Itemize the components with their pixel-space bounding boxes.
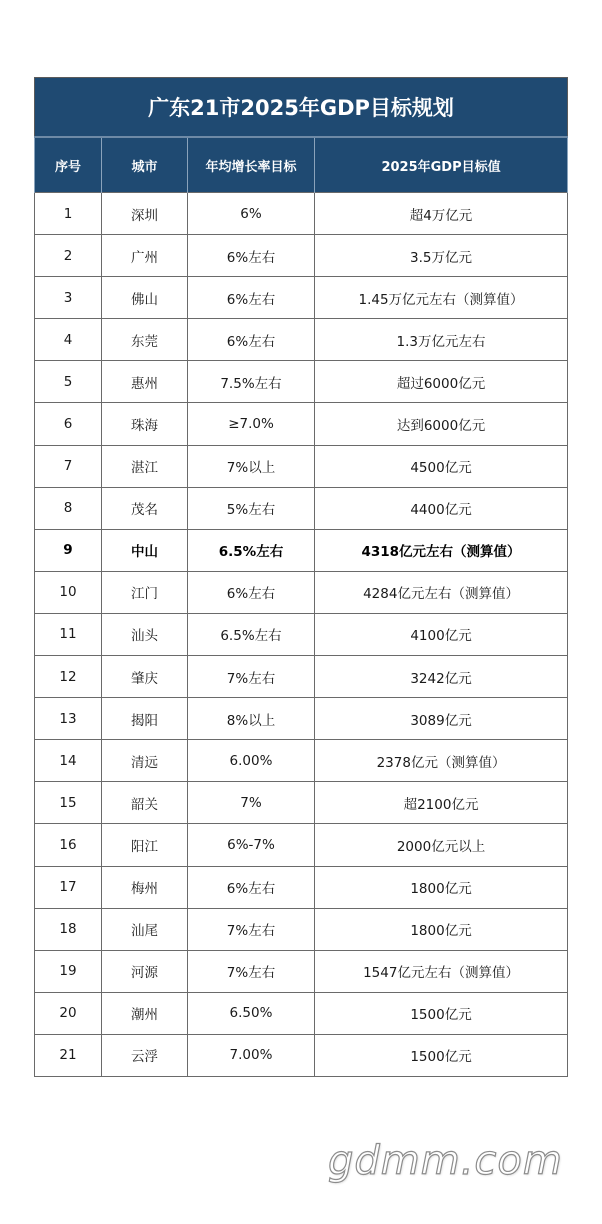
table-row	[35, 487, 568, 529]
cell-index: 13	[35, 698, 102, 740]
cell-growth-rate: 6%左右	[188, 866, 315, 908]
cell-growth-rate: 7%左右	[188, 908, 315, 950]
cell-city: 深圳	[102, 193, 188, 235]
cell-index: 17	[35, 866, 102, 908]
table-row	[35, 613, 568, 655]
cell-index: 11	[35, 613, 102, 655]
cell-growth-rate: 7%左右	[188, 950, 315, 992]
cell-gdp-target: 3.5万亿元	[315, 235, 568, 277]
cell-gdp-target: 1.3万亿元左右	[315, 319, 568, 361]
cell-city: 中山	[102, 529, 188, 571]
table-row	[35, 361, 568, 403]
cell-city: 汕头	[102, 613, 188, 655]
cell-gdp-target: 2378亿元（测算值）	[315, 740, 568, 782]
table-row	[35, 866, 568, 908]
table-row	[35, 656, 568, 698]
cell-growth-rate: 7%左右	[188, 656, 315, 698]
cell-gdp-target: 达到6000亿元	[315, 403, 568, 445]
cell-city: 广州	[102, 235, 188, 277]
cell-growth-rate: 6%左右	[188, 235, 315, 277]
column-header-index: 序号	[35, 137, 102, 193]
cell-city: 佛山	[102, 277, 188, 319]
cell-index: 15	[35, 782, 102, 824]
cell-growth-rate: 7.5%左右	[188, 361, 315, 403]
cell-city: 汕尾	[102, 908, 188, 950]
cell-city: 江门	[102, 571, 188, 613]
table-row	[35, 992, 568, 1034]
cell-gdp-target: 1800亿元	[315, 866, 568, 908]
table-row	[35, 193, 568, 235]
cell-growth-rate: ≥7.0%	[188, 403, 315, 445]
cell-gdp-target: 4284亿元左右（测算值）	[315, 571, 568, 613]
cell-gdp-target: 超过6000亿元	[315, 361, 568, 403]
table-row	[35, 277, 568, 319]
cell-city: 清远	[102, 740, 188, 782]
table-row	[35, 445, 568, 487]
cell-index: 8	[35, 487, 102, 529]
cell-gdp-target: 4400亿元	[315, 487, 568, 529]
cell-index: 3	[35, 277, 102, 319]
cell-city: 惠州	[102, 361, 188, 403]
cell-gdp-target: 超4万亿元	[315, 193, 568, 235]
column-header-gdp-target: 2025年GDP目标值	[315, 137, 568, 193]
cell-growth-rate: 7%以上	[188, 445, 315, 487]
cell-city: 肇庆	[102, 656, 188, 698]
cell-gdp-target: 1547亿元左右（测算值）	[315, 950, 568, 992]
cell-index: 6	[35, 403, 102, 445]
cell-index: 5	[35, 361, 102, 403]
cell-growth-rate: 5%左右	[188, 487, 315, 529]
cell-index: 12	[35, 656, 102, 698]
cell-gdp-target: 4318亿元左右（测算值）	[315, 529, 568, 571]
cell-city: 茂名	[102, 487, 188, 529]
cell-index: 14	[35, 740, 102, 782]
cell-index: 10	[35, 571, 102, 613]
cell-city: 东莞	[102, 319, 188, 361]
cell-city: 河源	[102, 950, 188, 992]
cell-city: 潮州	[102, 992, 188, 1034]
cell-growth-rate: 7.00%	[188, 1034, 315, 1076]
cell-gdp-target: 超2100亿元	[315, 782, 568, 824]
cell-growth-rate: 8%以上	[188, 698, 315, 740]
cell-index: 7	[35, 445, 102, 487]
cell-city: 揭阳	[102, 698, 188, 740]
table-row	[35, 235, 568, 277]
cell-city: 梅州	[102, 866, 188, 908]
cell-growth-rate: 6.5%左右	[188, 529, 315, 571]
cell-index: 4	[35, 319, 102, 361]
cell-growth-rate: 6.00%	[188, 740, 315, 782]
table-row	[35, 698, 568, 740]
cell-gdp-target: 2000亿元以上	[315, 824, 568, 866]
column-header-growth-rate: 年均增长率目标	[188, 137, 315, 193]
table-title: 广东21市2025年GDP目标规划	[35, 78, 568, 138]
cell-growth-rate: 6%左右	[188, 319, 315, 361]
cell-index: 18	[35, 908, 102, 950]
cell-city: 韶关	[102, 782, 188, 824]
cell-index: 21	[35, 1034, 102, 1076]
table-row	[35, 950, 568, 992]
cell-index: 1	[35, 193, 102, 235]
gdp-target-table-container	[34, 77, 567, 1077]
gdp-target-table	[34, 77, 568, 1077]
table-row	[35, 908, 568, 950]
cell-index: 9	[35, 529, 102, 571]
cell-gdp-target: 1500亿元	[315, 992, 568, 1034]
cell-gdp-target: 4100亿元	[315, 613, 568, 655]
cell-gdp-target: 1500亿元	[315, 1034, 568, 1076]
table-row	[35, 782, 568, 824]
cell-index: 2	[35, 235, 102, 277]
cell-growth-rate: 7%	[188, 782, 315, 824]
table-row	[35, 571, 568, 613]
table-body	[35, 193, 568, 1077]
cell-index: 19	[35, 950, 102, 992]
cell-gdp-target: 1800亿元	[315, 908, 568, 950]
watermark-text: gdmm.com	[328, 1138, 563, 1184]
cell-growth-rate: 6.5%左右	[188, 613, 315, 655]
cell-growth-rate: 6%左右	[188, 277, 315, 319]
cell-growth-rate: 6.50%	[188, 992, 315, 1034]
cell-gdp-target: 1.45万亿元左右（测算值）	[315, 277, 568, 319]
table-row	[35, 319, 568, 361]
cell-growth-rate: 6%左右	[188, 571, 315, 613]
cell-gdp-target: 3242亿元	[315, 656, 568, 698]
cell-gdp-target: 3089亿元	[315, 698, 568, 740]
cell-city: 珠海	[102, 403, 188, 445]
cell-city: 湛江	[102, 445, 188, 487]
column-header-city: 城市	[102, 137, 188, 193]
table-row	[35, 740, 568, 782]
table-row	[35, 824, 568, 866]
cell-index: 16	[35, 824, 102, 866]
cell-city: 阳江	[102, 824, 188, 866]
cell-gdp-target: 4500亿元	[315, 445, 568, 487]
table-row	[35, 1034, 568, 1076]
table-row	[35, 529, 568, 571]
cell-growth-rate: 6%-7%	[188, 824, 315, 866]
table-row	[35, 403, 568, 445]
cell-growth-rate: 6%	[188, 193, 315, 235]
cell-index: 20	[35, 992, 102, 1034]
cell-city: 云浮	[102, 1034, 188, 1076]
